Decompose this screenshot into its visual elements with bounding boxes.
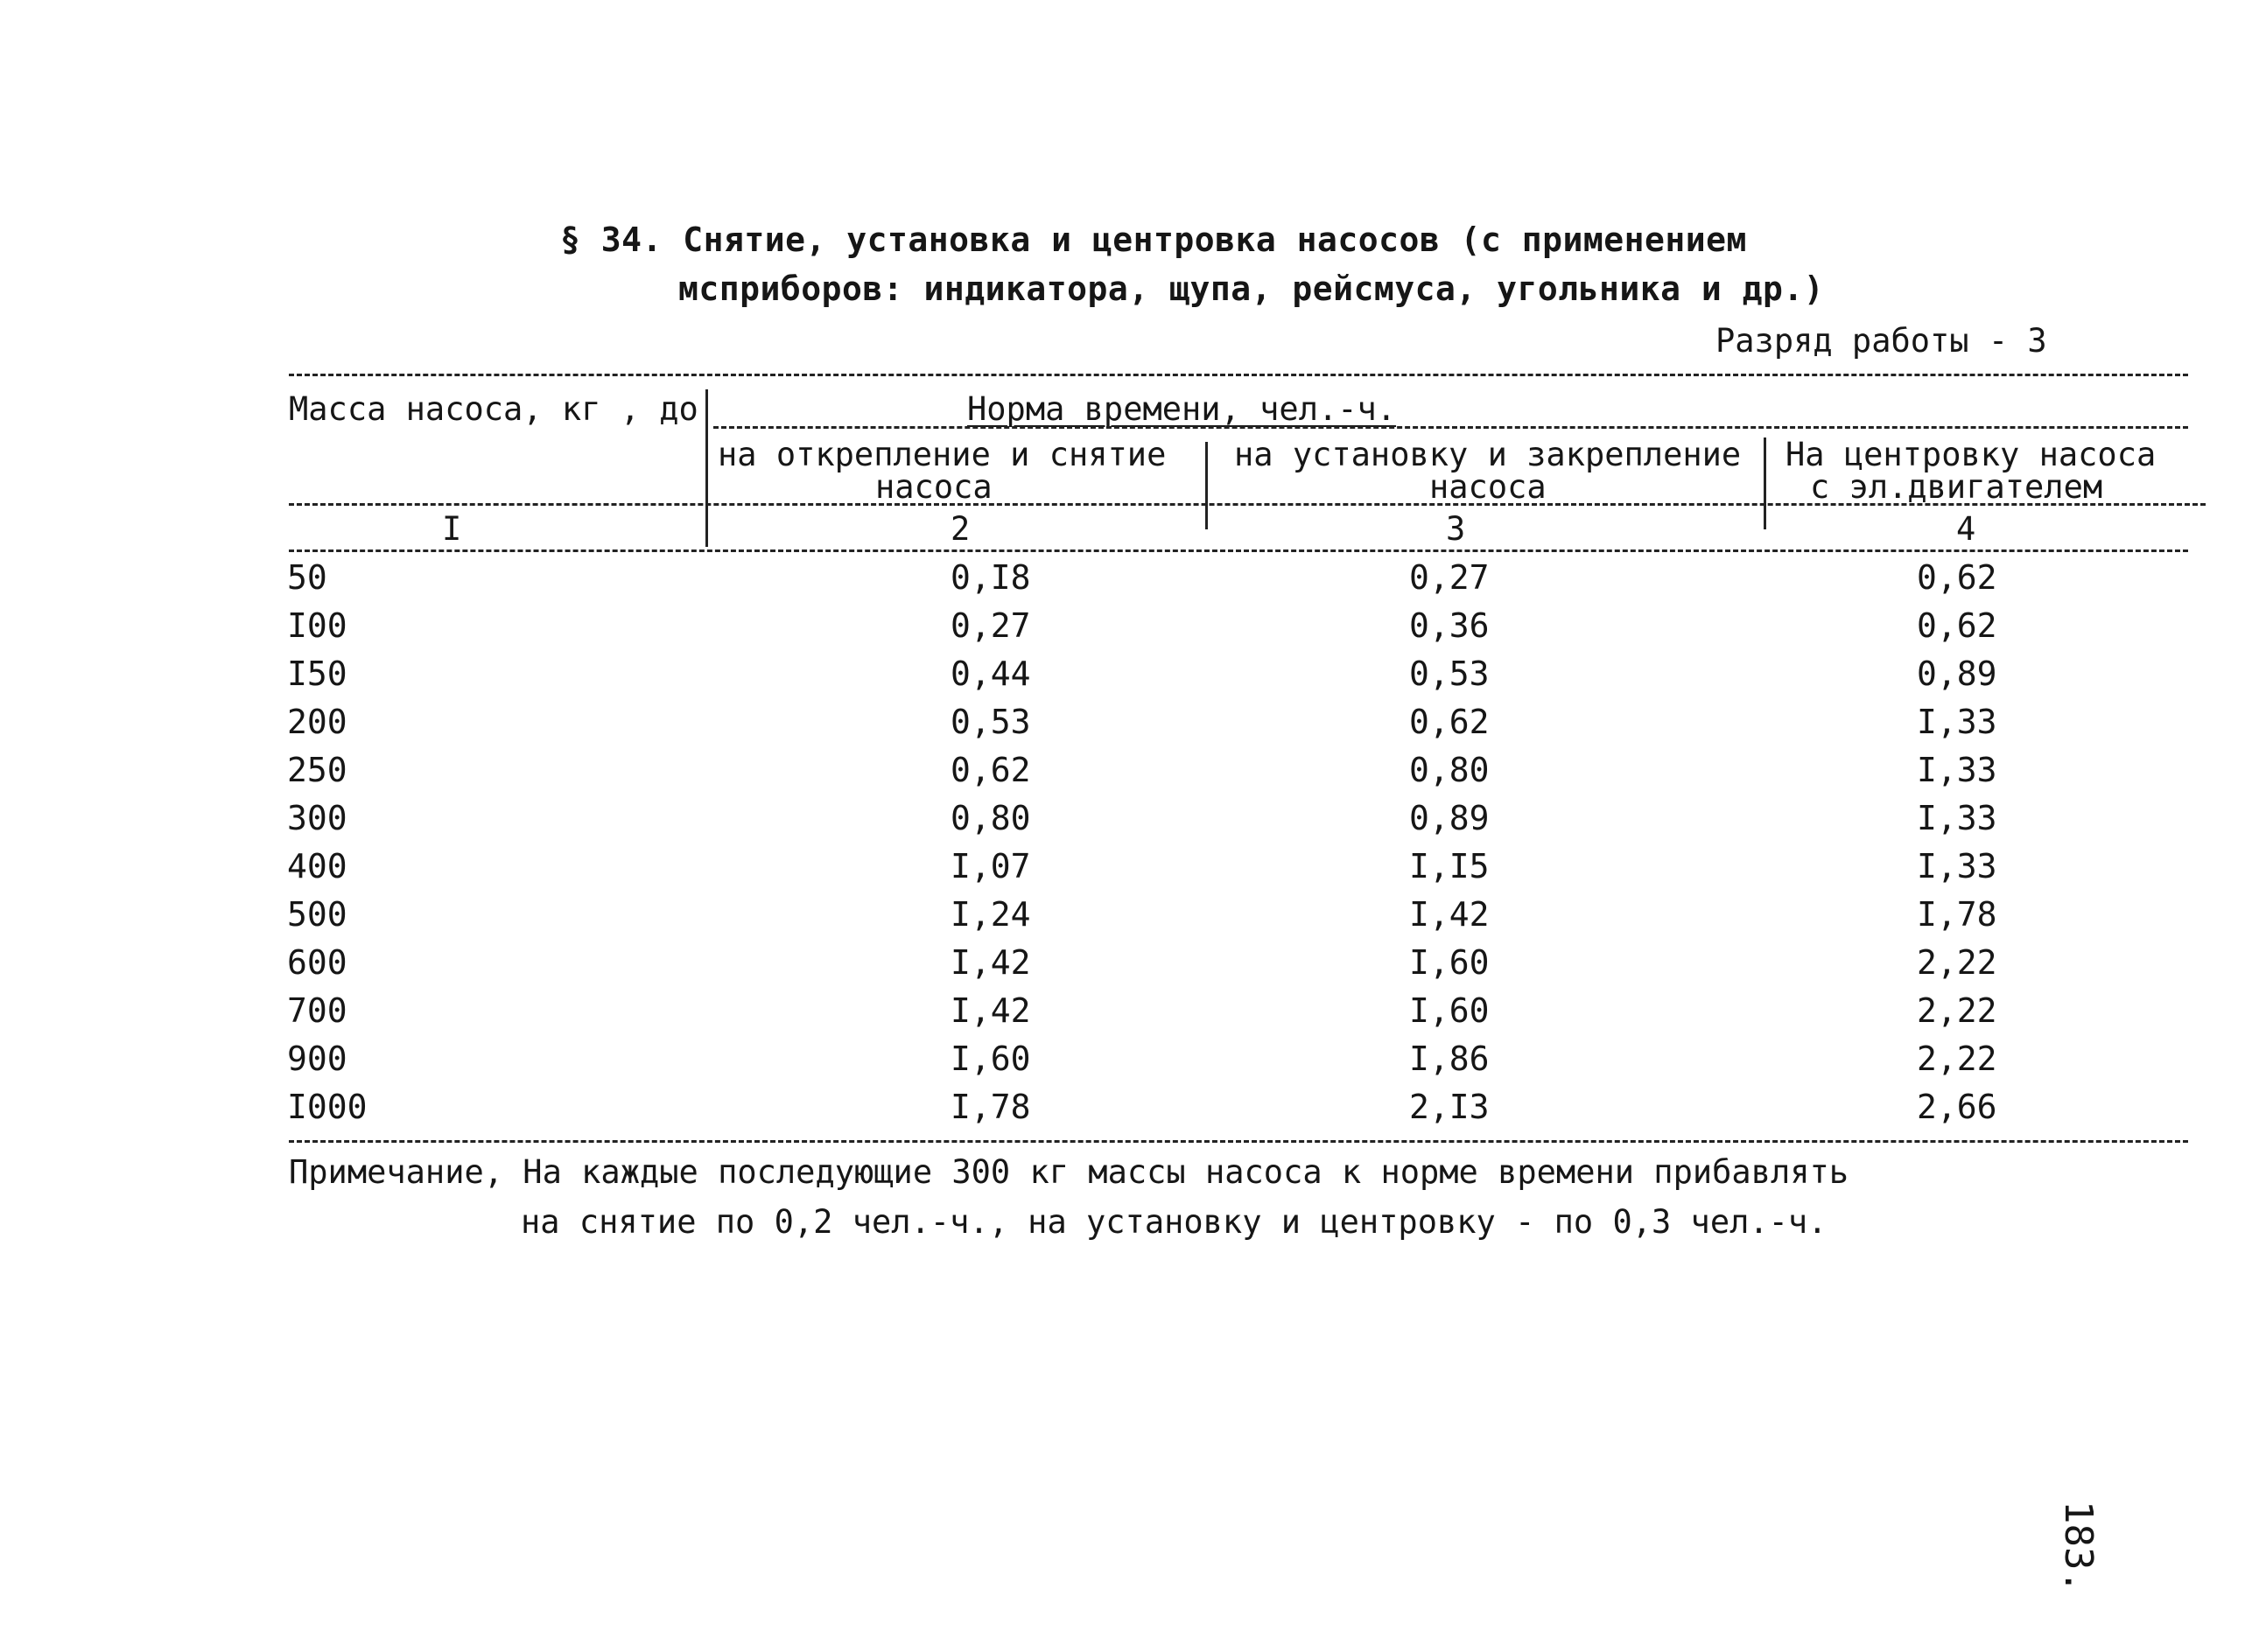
cell-installation: I,I5 <box>1409 847 1490 886</box>
cell-removal: I,60 <box>951 1040 1031 1078</box>
cell-alignment: 0,62 <box>1917 606 1997 645</box>
cell-removal: 0,I8 <box>951 558 1031 597</box>
section-title-line2: мсприборов: индикатора, щупа, рейсмуса, угольника и др.) <box>678 270 1825 308</box>
cell-mass: 700 <box>287 991 347 1030</box>
subheader-rule <box>289 503 2206 506</box>
col-number-2: 2 <box>951 510 971 548</box>
cell-installation: 0,53 <box>1409 654 1490 693</box>
cell-alignment: I,33 <box>1917 799 1997 837</box>
group-header-rule <box>713 426 2188 429</box>
cell-mass: 250 <box>287 751 347 789</box>
cell-removal: 0,44 <box>951 654 1031 693</box>
cell-mass: 300 <box>287 799 347 837</box>
cell-installation: I,60 <box>1409 991 1490 1030</box>
header-col3-line2: насоса <box>1429 468 1547 506</box>
cell-installation: 0,80 <box>1409 751 1490 789</box>
cell-installation: I,42 <box>1409 895 1490 934</box>
section-title-line1: § 34. Снятие, установка и центровка насосов (с применением <box>560 220 1747 259</box>
cell-mass: I000 <box>287 1088 368 1126</box>
cell-removal: 0,27 <box>951 606 1031 645</box>
header-col4-line2: с эл.двигателем <box>1810 468 2103 506</box>
cell-alignment: I,33 <box>1917 751 1997 789</box>
cell-alignment: 0,89 <box>1917 654 1997 693</box>
cell-removal: I,78 <box>951 1088 1031 1126</box>
cell-alignment: I,78 <box>1917 895 1997 934</box>
cell-mass: 600 <box>287 943 347 982</box>
colnum-rule <box>289 550 2188 552</box>
header-col3-line1: на установку и закрепление <box>1234 436 1742 473</box>
note-line1: Примечание, На каждые последующие 300 кг массы насоса к норме времени прибавлять <box>289 1153 1849 1191</box>
cell-alignment: I,33 <box>1917 703 1997 741</box>
cell-alignment: 2,22 <box>1917 991 1997 1030</box>
page-number: 183. <box>2056 1501 2101 1593</box>
header-col2-line1: на открепление и снятие <box>718 436 1167 473</box>
col-number-4: 4 <box>1956 510 1976 548</box>
separator-col1 <box>705 389 708 547</box>
header-mass: Масса насоса, кг , до <box>289 390 698 428</box>
cell-alignment: 2,22 <box>1917 1040 1997 1078</box>
cell-mass: 400 <box>287 847 347 886</box>
cell-removal: 0,62 <box>951 751 1031 789</box>
cell-removal: 0,80 <box>951 799 1031 837</box>
cell-installation: I,86 <box>1409 1040 1490 1078</box>
cell-mass: 50 <box>287 558 327 597</box>
header-col2-line2: насоса <box>875 468 993 506</box>
note-line2: на снятие по 0,2 чел.-ч., на установку и центровку - по 0,3 чел.-ч. <box>521 1203 1828 1241</box>
work-grade: Разряд работы - 3 <box>1715 322 2047 360</box>
cell-alignment: 2,22 <box>1917 943 1997 982</box>
cell-mass: I00 <box>287 606 347 645</box>
cell-alignment: 2,66 <box>1917 1088 1997 1126</box>
separator-col3 <box>1764 438 1766 529</box>
cell-installation: 0,62 <box>1409 703 1490 741</box>
cell-alignment: 0,62 <box>1917 558 1997 597</box>
cell-installation: 0,89 <box>1409 799 1490 837</box>
cell-mass: I50 <box>287 654 347 693</box>
cell-mass: 500 <box>287 895 347 934</box>
cell-installation: 0,36 <box>1409 606 1490 645</box>
col-number-1: I <box>442 510 462 548</box>
cell-mass: 200 <box>287 703 347 741</box>
separator-col2 <box>1205 442 1208 529</box>
cell-removal: I,42 <box>951 991 1031 1030</box>
table-top-rule <box>289 374 2188 376</box>
cell-installation: 0,27 <box>1409 558 1490 597</box>
cell-alignment: I,33 <box>1917 847 1997 886</box>
cell-removal: I,42 <box>951 943 1031 982</box>
cell-removal: I,24 <box>951 895 1031 934</box>
cell-mass: 900 <box>287 1040 347 1078</box>
header-col4-line1: На центровку насоса <box>1785 436 2157 473</box>
header-norm-group: Норма времени, чел.-ч. <box>967 390 1397 428</box>
cell-removal: 0,53 <box>951 703 1031 741</box>
cell-installation: I,60 <box>1409 943 1490 982</box>
col-number-3: 3 <box>1446 510 1466 548</box>
table-bottom-rule <box>289 1140 2188 1143</box>
cell-removal: I,07 <box>951 847 1031 886</box>
cell-installation: 2,I3 <box>1409 1088 1490 1126</box>
